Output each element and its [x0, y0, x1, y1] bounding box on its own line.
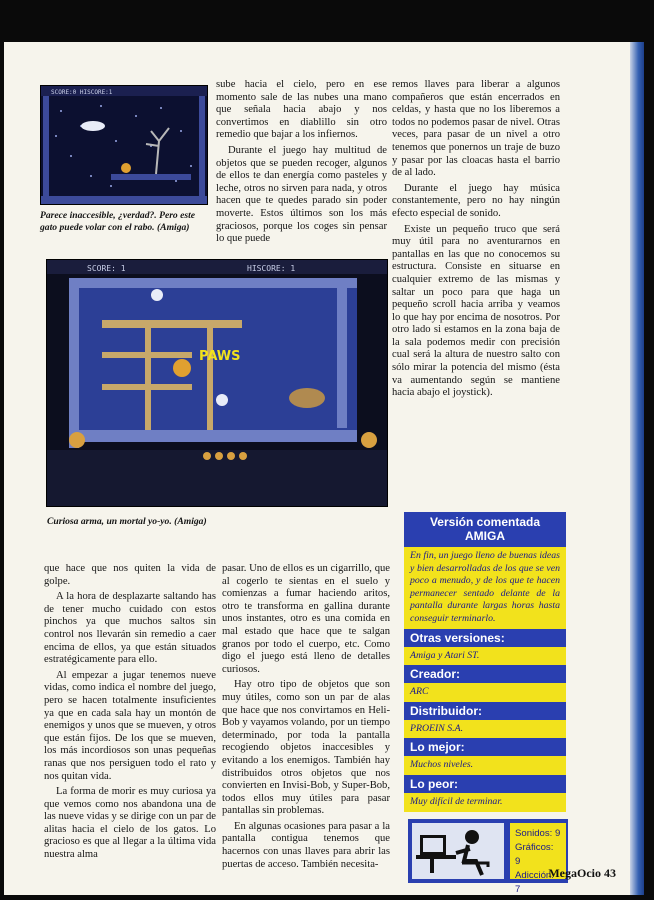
- article-column-bottom-middle: [222, 563, 390, 874]
- caption-top: Parece inaccesible, ¿verdad?. Pero este gato puede volar con el rabo. (Amiga): [40, 210, 196, 233]
- review-summary: En fin, un juego lleno de buenas ideas y bien desarrolladas de los que se ven poco a menudo, y de los que te hacen permanecer sentado delante de la pantalla durante largas horas hasta conseguir terminarlo.: [404, 547, 566, 629]
- rating-graficos: Gráficos: 9: [515, 842, 554, 867]
- distribuidor-label: Distribuidor:: [410, 703, 482, 718]
- paragraph: Existe un pequeño truco que será muy útil para no aventurarnos en pantallas en las que no conocemos su estructura. Consiste en situarse en cualquier extremo de las mismas y saltar un poco para que haga un pequeño scroll hacia arriba y veamos lo que hay por encima de nosotros. Por otro lado si estamos en la zona baja de la sala podemos medir con precisión cual será la altura de nuestro salto con sólo mirar la potencia del mismo (ésta va aumentando según se mantiene hacia abajo el joystick).: [392, 223, 560, 399]
- page-footer: MegaOcio 43: [548, 866, 616, 880]
- review-header-line2: AMIGA: [465, 529, 505, 543]
- article-column-top-right: [392, 79, 560, 403]
- review-sidebar: [404, 512, 566, 812]
- rating-adiccion: Adicción: 7: [515, 870, 554, 895]
- lo-mejor-value: Muchos niveles.: [404, 756, 566, 775]
- large-hud-score: SCORE: 1: [87, 264, 126, 273]
- game-screenshot-large: [46, 259, 388, 507]
- magazine-page: [4, 42, 630, 895]
- game-scene-night-sky: [41, 86, 207, 204]
- article-column-bottom-left: [44, 563, 216, 865]
- small-hud: SCORE:0 HISCORE:1: [51, 89, 113, 96]
- review-header: [404, 512, 566, 547]
- paragraph: Hay otro tipo de objetos que son muy útiles, como son un par de alas que hace que nos convirtamos en Heli-Bob y vayamos volando, por un tiempo determinado, por toda la pantalla recogiendo objetos inaccesibles y evitando a los enemigos. También hay distribuidos otros objetos que nos convierten en Invisi-Bob, y Super-Bob, todos ellos muy útiles para pasar pantallas sin problemas.: [222, 679, 390, 817]
- lo-mejor-label: Lo mejor:: [410, 740, 465, 755]
- computer-user-icon: [412, 823, 504, 879]
- paws-sign: PAWS: [199, 349, 241, 364]
- large-hud-hiscore: HISCORE: 1: [247, 264, 296, 273]
- paragraph: En algunas ocasiones para pasar a la pantalla contigua tenemos que hacernos con unas llaves para abrir las puertas de acceso. También necesita-: [222, 820, 390, 870]
- distribuidor-value: PROEIN S.A.: [404, 720, 566, 739]
- paragraph: La forma de morir es muy curiosa ya que vemos como nos abandona una de las nueve vidas y se dirige con un par de alitas hacia el cielo de los gatos. Lo gracioso es que al llegar a la última vida nuestra alma: [44, 786, 216, 861]
- game-scene-cave: [47, 260, 387, 506]
- rating-sonidos: Sonidos: 9: [515, 828, 561, 839]
- creador-value: ARC: [404, 683, 566, 702]
- paragraph: que hace que nos quiten la vida de golpe.: [44, 563, 216, 587]
- caption-middle: Curiosa arma, un mortal yo-yo. (Amiga): [47, 516, 207, 527]
- paragraph: sube hacia el cielo, pero en ese momento sale de las nubes una mano que señala hacia abajo y nos convertimos en diablillo sin otro remedio que bajar a los infiernos.: [216, 79, 387, 141]
- lo-peor-value: Muy difícil de terminar.: [404, 793, 566, 812]
- paragraph: A la hora de desplazarte saltando has de tener mucho cuidado con estos pinchos ya que muchos saltos sin control nos llevarán sin remedio a caer encima de ellos, ya que están situados estratégicamente para ello.: [44, 591, 216, 666]
- article-column-top-middle: [216, 79, 387, 249]
- lo-peor-label: Lo peor:: [410, 776, 458, 791]
- paragraph: pasar. Uno de ellos es un cigarrillo, que al cogerlo te sientas en el suelo y comienzas a fumar haciendo aritos, otro te transforma en gallina durante unos instantes, otro es una comida en mal estado que hace que te salgan granos por todo el cuerpo, etc. Como digo el juego está lleno de detalles curiosos.: [222, 563, 390, 675]
- page-spine-edge: [630, 42, 644, 895]
- otras-versiones-label: Otras versiones:: [410, 630, 505, 645]
- creador-label: Creador:: [410, 667, 461, 682]
- paragraph: Durante el juego hay música constantemente, pero no hay ningún efecto especial de sonido.: [392, 182, 560, 219]
- game-screenshot-small: [40, 85, 208, 205]
- paragraph: Durante el juego hay multitud de objetos que se pueden recoger, algunos de ellos te dan energía como pasteles y leche, otros no sirven para nada, y otros hacen que te quedes parado sin poder moverte. Estos últimos son los más graciosos, porque los coges sin pensar lo que puede: [216, 144, 387, 245]
- otras-versiones-value: Amiga y Atari ST.: [404, 647, 566, 666]
- paragraph: Al empezar a jugar tenemos nueve vidas, como indica el nombre del juego, pero se hacen totalmente insuficientes ya que en cada sala hay un montón de enemigos y unos que se mueven, y otros que están fijos. De los que se mueven, los más incordiosos son unas pequeñas ranas que nos persiguen todo el rato y nos quitan vida.: [44, 669, 216, 782]
- review-header-line1: Versión comentada: [429, 515, 541, 529]
- paragraph: remos llaves para liberar a algunos compañeros que están encerrados en celdas, y hasta que no los liberemos a todos no podemos pasar de nivel. Otras veces, para pasar de un nivel a otro tenemos que ponernos un traje de buzo y pasar por las cloacas hasta el barrio de al lado.: [392, 79, 560, 179]
- ratings-box: [408, 819, 568, 895]
